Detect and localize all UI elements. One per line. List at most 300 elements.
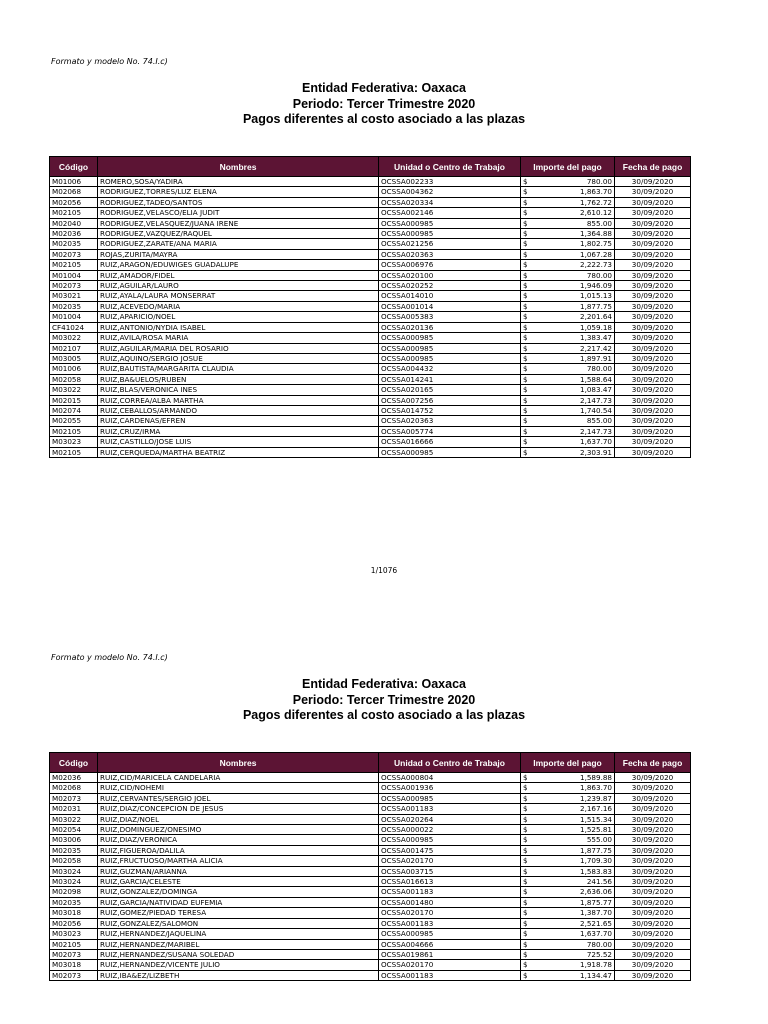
cell-currency: $	[521, 385, 529, 395]
cell-codigo: M02105	[50, 447, 98, 457]
table-row	[50, 270, 691, 280]
cell-currency: $	[521, 301, 529, 311]
cell-importe: 2,167.16	[529, 804, 615, 814]
title-description: Pagos diferentes al costo asociado a las plazas	[242, 708, 526, 722]
cell-nombre: RUIZ,IBA&EZ/LIZBETH	[98, 970, 379, 980]
table-row	[50, 939, 691, 949]
table-row	[50, 783, 691, 793]
cell-nombre: RUIZ,DIAZ/VERONICA	[98, 835, 379, 845]
cell-unidad: OCSSA000985	[379, 353, 521, 363]
cell-nombre: RODRIGUEZ,VELASCO/ELIA JUDIT	[98, 208, 379, 218]
table-row	[50, 918, 691, 928]
table-row	[50, 804, 691, 814]
cell-unidad: OCSSA021256	[379, 239, 521, 249]
header-nombres: Nombres	[98, 157, 379, 177]
cell-importe: 2,201.64	[529, 312, 615, 322]
cell-importe: 1,515.34	[529, 814, 615, 824]
cell-currency: $	[521, 343, 529, 353]
cell-nombre: RUIZ,APARICIO/NOEL	[98, 312, 379, 322]
cell-codigo: M02073	[50, 970, 98, 980]
cell-unidad: OCSSA020363	[379, 249, 521, 259]
cell-fecha: 30/09/2020	[615, 208, 691, 218]
table-row	[50, 281, 691, 291]
cell-fecha: 30/09/2020	[615, 229, 691, 239]
cell-unidad: OCSSA020165	[379, 385, 521, 395]
cell-nombre: RUIZ,DIAZ/NOEL	[98, 814, 379, 824]
cell-currency: $	[521, 395, 529, 405]
cell-currency: $	[521, 312, 529, 322]
cell-fecha: 30/09/2020	[615, 929, 691, 939]
cell-fecha: 30/09/2020	[615, 949, 691, 959]
cell-currency: $	[521, 426, 529, 436]
title-period: Periodo: Tercer Trimestre 2020	[292, 96, 476, 111]
form-note: Formato y modelo No. 74.I.c)	[51, 653, 168, 662]
cell-fecha: 30/09/2020	[615, 291, 691, 301]
cell-codigo: M03022	[50, 333, 98, 343]
table-row	[50, 197, 691, 207]
cell-unidad: OCSSA007256	[379, 395, 521, 405]
cell-unidad: OCSSA020136	[379, 322, 521, 332]
cell-unidad: OCSSA001183	[379, 804, 521, 814]
cell-currency: $	[521, 229, 529, 239]
cell-codigo: M02015	[50, 395, 98, 405]
cell-importe: 1,863.70	[529, 783, 615, 793]
cell-importe: 780.00	[529, 939, 615, 949]
cell-currency: $	[521, 793, 529, 803]
table-row	[50, 312, 691, 322]
cell-importe: 1,134.47	[529, 970, 615, 980]
cell-fecha: 30/09/2020	[615, 333, 691, 343]
cell-codigo: M03018	[50, 908, 98, 918]
cell-unidad: OCSSA016613	[379, 877, 521, 887]
cell-importe: 2,636.06	[529, 887, 615, 897]
cell-importe: 780.00	[529, 270, 615, 280]
table-row	[50, 343, 691, 353]
cell-fecha: 30/09/2020	[615, 856, 691, 866]
cell-fecha: 30/09/2020	[615, 835, 691, 845]
cell-currency: $	[521, 260, 529, 270]
cell-codigo: M02098	[50, 887, 98, 897]
cell-nombre: RUIZ,AVILA/ROSA MARIA	[98, 333, 379, 343]
cell-importe: 2,303.91	[529, 447, 615, 457]
table-row	[50, 960, 691, 970]
form-note: Formato y modelo No. 74.I.c)	[51, 57, 168, 66]
cell-codigo: M02105	[50, 426, 98, 436]
cell-fecha: 30/09/2020	[615, 405, 691, 415]
cell-currency: $	[521, 405, 529, 415]
title-description: Pagos diferentes al costo asociado a las plazas	[242, 112, 526, 126]
table-row	[50, 897, 691, 907]
header-unidad: Unidad o Centro de Trabajo	[379, 753, 521, 773]
cell-currency: $	[521, 825, 529, 835]
cell-unidad: OCSSA020100	[379, 270, 521, 280]
cell-codigo: M03018	[50, 960, 98, 970]
table-row	[50, 301, 691, 311]
cell-unidad: OCSSA000985	[379, 333, 521, 343]
cell-fecha: 30/09/2020	[615, 426, 691, 436]
table-row	[50, 437, 691, 447]
cell-fecha: 30/09/2020	[615, 249, 691, 259]
cell-nombre: ROJAS,ZURITA/MAYRA	[98, 249, 379, 259]
cell-importe: 2,217.42	[529, 343, 615, 353]
cell-nombre: RUIZ,ARAGON/EDUWIGES GUADALUPE	[98, 260, 379, 270]
cell-fecha: 30/09/2020	[615, 825, 691, 835]
table-body	[50, 177, 691, 458]
cell-fecha: 30/09/2020	[615, 416, 691, 426]
cell-importe: 1,364.88	[529, 229, 615, 239]
table-row	[50, 825, 691, 835]
cell-fecha: 30/09/2020	[615, 364, 691, 374]
cell-unidad: OCSSA004432	[379, 364, 521, 374]
cell-importe: 2,147.73	[529, 426, 615, 436]
cell-fecha: 30/09/2020	[615, 970, 691, 980]
cell-unidad: OCSSA001936	[379, 783, 521, 793]
cell-codigo: M03022	[50, 385, 98, 395]
cell-nombre: RUIZ,ACEVEDO/MARIA	[98, 301, 379, 311]
cell-nombre: RUIZ,CASTILLO/JOSE LUIS	[98, 437, 379, 447]
page-number: 1/1076	[370, 566, 398, 575]
cell-currency: $	[521, 239, 529, 249]
cell-importe: 1,589.88	[529, 773, 615, 783]
cell-unidad: OCSSA006976	[379, 260, 521, 270]
cell-fecha: 30/09/2020	[615, 939, 691, 949]
header-unidad: Unidad o Centro de Trabajo	[379, 157, 521, 177]
cell-importe: 1,762.72	[529, 197, 615, 207]
cell-importe: 855.00	[529, 218, 615, 228]
cell-unidad: OCSSA014010	[379, 291, 521, 301]
cell-codigo: M02055	[50, 416, 98, 426]
cell-currency: $	[521, 845, 529, 855]
cell-importe: 1,875.77	[529, 897, 615, 907]
cell-importe: 1,588.64	[529, 374, 615, 384]
cell-nombre: RUIZ,CERQUEDA/MARTHA BEATRIZ	[98, 447, 379, 457]
table-row	[50, 929, 691, 939]
cell-unidad: OCSSA004362	[379, 187, 521, 197]
cell-currency: $	[521, 208, 529, 218]
table-row	[50, 877, 691, 887]
cell-currency: $	[521, 437, 529, 447]
cell-unidad: OCSSA003715	[379, 866, 521, 876]
cell-fecha: 30/09/2020	[615, 395, 691, 405]
cell-codigo: M02035	[50, 897, 98, 907]
table-row	[50, 793, 691, 803]
cell-codigo: M03023	[50, 437, 98, 447]
cell-fecha: 30/09/2020	[615, 814, 691, 824]
cell-currency: $	[521, 804, 529, 814]
cell-importe: 1,897.91	[529, 353, 615, 363]
cell-codigo: M02035	[50, 845, 98, 855]
cell-nombre: RODRIGUEZ,VAZQUEZ/RAQUEL	[98, 229, 379, 239]
table-row	[50, 395, 691, 405]
cell-nombre: RUIZ,CID/NOHEMI	[98, 783, 379, 793]
cell-importe: 1,387.70	[529, 908, 615, 918]
cell-codigo: M02056	[50, 918, 98, 928]
cell-unidad: OCSSA019861	[379, 949, 521, 959]
cell-fecha: 30/09/2020	[615, 845, 691, 855]
cell-importe: 1,083.47	[529, 385, 615, 395]
cell-fecha: 30/09/2020	[615, 793, 691, 803]
cell-currency: $	[521, 322, 529, 332]
cell-unidad: OCSSA020170	[379, 960, 521, 970]
cell-codigo: M02073	[50, 281, 98, 291]
cell-nombre: RUIZ,CID/MARICELA CANDELARIA	[98, 773, 379, 783]
cell-fecha: 30/09/2020	[615, 385, 691, 395]
table-row	[50, 260, 691, 270]
cell-nombre: RODRIGUEZ,VELASQUEZ/JUANA IRENE	[98, 218, 379, 228]
cell-importe: 1,637.70	[529, 437, 615, 447]
cell-currency: $	[521, 249, 529, 259]
table-row	[50, 447, 691, 457]
cell-unidad: OCSSA005774	[379, 426, 521, 436]
cell-unidad: OCSSA000985	[379, 218, 521, 228]
cell-fecha: 30/09/2020	[615, 312, 691, 322]
cell-fecha: 30/09/2020	[615, 197, 691, 207]
cell-unidad: OCSSA020252	[379, 281, 521, 291]
header-importe: Importe del pago	[521, 753, 615, 773]
table-row	[50, 177, 691, 187]
cell-nombre: RUIZ,AMADOR/FIDEL	[98, 270, 379, 280]
cell-codigo: M02105	[50, 208, 98, 218]
cell-nombre: RUIZ,GARCIA/NATIVIDAD EUFEMIA	[98, 897, 379, 907]
cell-unidad: OCSSA000985	[379, 229, 521, 239]
table-row	[50, 333, 691, 343]
table-row	[50, 291, 691, 301]
cell-fecha: 30/09/2020	[615, 177, 691, 187]
cell-currency: $	[521, 887, 529, 897]
cell-currency: $	[521, 939, 529, 949]
cell-unidad: OCSSA000985	[379, 447, 521, 457]
cell-unidad: OCSSA001480	[379, 897, 521, 907]
cell-nombre: RUIZ,AYALA/LAURA MONSERRAT	[98, 291, 379, 301]
cell-codigo: M02107	[50, 343, 98, 353]
cell-nombre: RUIZ,AQUINO/SERGIO JOSUE	[98, 353, 379, 363]
cell-nombre: RODRIGUEZ,TADEO/SANTOS	[98, 197, 379, 207]
cell-importe: 1,239.87	[529, 793, 615, 803]
cell-unidad: OCSSA001014	[379, 301, 521, 311]
payments-table	[49, 156, 691, 458]
cell-fecha: 30/09/2020	[615, 239, 691, 249]
cell-fecha: 30/09/2020	[615, 218, 691, 228]
cell-nombre: RUIZ,BA&UELOS/RUBEN	[98, 374, 379, 384]
cell-currency: $	[521, 908, 529, 918]
cell-codigo: M02058	[50, 374, 98, 384]
header-importe: Importe del pago	[521, 157, 615, 177]
cell-fecha: 30/09/2020	[615, 353, 691, 363]
cell-fecha: 30/09/2020	[615, 804, 691, 814]
cell-fecha: 30/09/2020	[615, 322, 691, 332]
cell-unidad: OCSSA001183	[379, 918, 521, 928]
cell-currency: $	[521, 364, 529, 374]
cell-nombre: RUIZ,GARCIA/CELESTE	[98, 877, 379, 887]
cell-importe: 2,521.65	[529, 918, 615, 928]
cell-codigo: M02073	[50, 249, 98, 259]
cell-unidad: OCSSA002146	[379, 208, 521, 218]
cell-nombre: RUIZ,ANTONIO/NYDIA ISABEL	[98, 322, 379, 332]
table-row	[50, 835, 691, 845]
cell-currency: $	[521, 197, 529, 207]
header-codigo: Código	[50, 157, 98, 177]
cell-unidad: OCSSA000022	[379, 825, 521, 835]
cell-nombre: RUIZ,DOMINGUEZ/ONESIMO	[98, 825, 379, 835]
cell-codigo: M01006	[50, 364, 98, 374]
title-block	[0, 81, 768, 128]
cell-nombre: RUIZ,AGUILAR/MARIA DEL ROSARIO	[98, 343, 379, 353]
cell-currency: $	[521, 856, 529, 866]
cell-unidad: OCSSA005383	[379, 312, 521, 322]
cell-importe: 780.00	[529, 364, 615, 374]
cell-codigo: M02035	[50, 301, 98, 311]
cell-nombre: RUIZ,CRUZ/IRMA	[98, 426, 379, 436]
cell-nombre: RUIZ,GONZALEZ/SALOMON	[98, 918, 379, 928]
cell-fecha: 30/09/2020	[615, 281, 691, 291]
cell-unidad: OCSSA020334	[379, 197, 521, 207]
cell-codigo: M03024	[50, 877, 98, 887]
cell-importe: 2,610.12	[529, 208, 615, 218]
header-fecha: Fecha de pago	[615, 157, 691, 177]
table-row	[50, 239, 691, 249]
cell-codigo: M02073	[50, 949, 98, 959]
cell-codigo: M03021	[50, 291, 98, 301]
cell-currency: $	[521, 416, 529, 426]
cell-unidad: OCSSA001183	[379, 970, 521, 980]
cell-nombre: RUIZ,GONZALEZ/DOMINGA	[98, 887, 379, 897]
cell-currency: $	[521, 970, 529, 980]
table-row	[50, 218, 691, 228]
cell-unidad: OCSSA002233	[379, 177, 521, 187]
title-entity: Entidad Federativa: Oaxaca	[302, 677, 466, 691]
cell-fecha: 30/09/2020	[615, 960, 691, 970]
cell-codigo: M02068	[50, 783, 98, 793]
table-header-row	[50, 157, 691, 177]
cell-importe: 555.00	[529, 835, 615, 845]
title-block	[0, 677, 768, 724]
cell-importe: 725.52	[529, 949, 615, 959]
header-codigo: Código	[50, 753, 98, 773]
cell-codigo: M03023	[50, 929, 98, 939]
cell-importe: 1,877.75	[529, 845, 615, 855]
table-row	[50, 229, 691, 239]
cell-unidad: OCSSA020170	[379, 908, 521, 918]
table-row	[50, 187, 691, 197]
cell-fecha: 30/09/2020	[615, 783, 691, 793]
cell-nombre: RODRIGUEZ,TORRES/LUZ ELENA	[98, 187, 379, 197]
table-row	[50, 814, 691, 824]
cell-fecha: 30/09/2020	[615, 437, 691, 447]
table-row	[50, 856, 691, 866]
cell-currency: $	[521, 835, 529, 845]
table-row	[50, 374, 691, 384]
cell-codigo: M01004	[50, 312, 98, 322]
cell-currency: $	[521, 333, 529, 343]
cell-fecha: 30/09/2020	[615, 773, 691, 783]
table-row	[50, 908, 691, 918]
cell-nombre: RUIZ,CORREA/ALBA MARTHA	[98, 395, 379, 405]
cell-codigo: M02054	[50, 825, 98, 835]
cell-nombre: RUIZ,CEBALLOS/ARMANDO	[98, 405, 379, 415]
cell-importe: 1,877.75	[529, 301, 615, 311]
cell-importe: 1,383.47	[529, 333, 615, 343]
payments-table	[49, 752, 691, 981]
cell-codigo: M02073	[50, 793, 98, 803]
cell-unidad: OCSSA020264	[379, 814, 521, 824]
cell-currency: $	[521, 877, 529, 887]
cell-importe: 1,059.18	[529, 322, 615, 332]
cell-unidad: OCSSA000985	[379, 835, 521, 845]
table-row	[50, 949, 691, 959]
cell-currency: $	[521, 960, 529, 970]
cell-codigo: M02035	[50, 239, 98, 249]
table-row	[50, 426, 691, 436]
cell-unidad: OCSSA014241	[379, 374, 521, 384]
cell-codigo: M02105	[50, 260, 98, 270]
cell-fecha: 30/09/2020	[615, 918, 691, 928]
cell-unidad: OCSSA000985	[379, 793, 521, 803]
cell-importe: 1,946.09	[529, 281, 615, 291]
cell-importe: 1,863.70	[529, 187, 615, 197]
cell-codigo: M01006	[50, 177, 98, 187]
cell-currency: $	[521, 353, 529, 363]
cell-currency: $	[521, 918, 529, 928]
cell-nombre: RUIZ,HERNANDEZ/JAQUELINA	[98, 929, 379, 939]
cell-importe: 1,802.75	[529, 239, 615, 249]
cell-fecha: 30/09/2020	[615, 270, 691, 280]
cell-unidad: OCSSA001183	[379, 887, 521, 897]
cell-currency: $	[521, 897, 529, 907]
cell-fecha: 30/09/2020	[615, 866, 691, 876]
table-row	[50, 845, 691, 855]
cell-codigo: M02031	[50, 804, 98, 814]
table-row	[50, 970, 691, 980]
cell-importe: 1,067.28	[529, 249, 615, 259]
cell-codigo: M02074	[50, 405, 98, 415]
cell-importe: 1,637.70	[529, 929, 615, 939]
cell-codigo: M01004	[50, 270, 98, 280]
cell-unidad: OCSSA000985	[379, 929, 521, 939]
cell-fecha: 30/09/2020	[615, 908, 691, 918]
header-fecha: Fecha de pago	[615, 753, 691, 773]
table-row	[50, 385, 691, 395]
table-row	[50, 364, 691, 374]
cell-codigo: CF41024	[50, 322, 98, 332]
cell-nombre: RUIZ,FIGUEROA/DALILA	[98, 845, 379, 855]
table-row	[50, 416, 691, 426]
cell-fecha: 30/09/2020	[615, 897, 691, 907]
cell-importe: 780.00	[529, 177, 615, 187]
table-row	[50, 322, 691, 332]
cell-fecha: 30/09/2020	[615, 374, 691, 384]
cell-nombre: RUIZ,DIAZ/CONCEPCION DE JESUS	[98, 804, 379, 814]
cell-codigo: M03006	[50, 835, 98, 845]
cell-codigo: M02040	[50, 218, 98, 228]
cell-fecha: 30/09/2020	[615, 877, 691, 887]
cell-fecha: 30/09/2020	[615, 343, 691, 353]
cell-nombre: RUIZ,GUZMAN/ARIANNA	[98, 866, 379, 876]
cell-importe: 1,525.81	[529, 825, 615, 835]
cell-currency: $	[521, 374, 529, 384]
cell-currency: $	[521, 281, 529, 291]
cell-nombre: RUIZ,CARDENAS/EFREN	[98, 416, 379, 426]
table-row	[50, 405, 691, 415]
cell-nombre: RUIZ,AGUILAR/LAURO	[98, 281, 379, 291]
cell-unidad: OCSSA016666	[379, 437, 521, 447]
cell-unidad: OCSSA004666	[379, 939, 521, 949]
table-row	[50, 866, 691, 876]
cell-importe: 1,583.83	[529, 866, 615, 876]
cell-importe: 1,709.30	[529, 856, 615, 866]
cell-currency: $	[521, 291, 529, 301]
cell-nombre: RUIZ,BAUTISTA/MARGARITA CLAUDIA	[98, 364, 379, 374]
cell-nombre: RUIZ,CERVANTES/SERGIO JOEL	[98, 793, 379, 803]
